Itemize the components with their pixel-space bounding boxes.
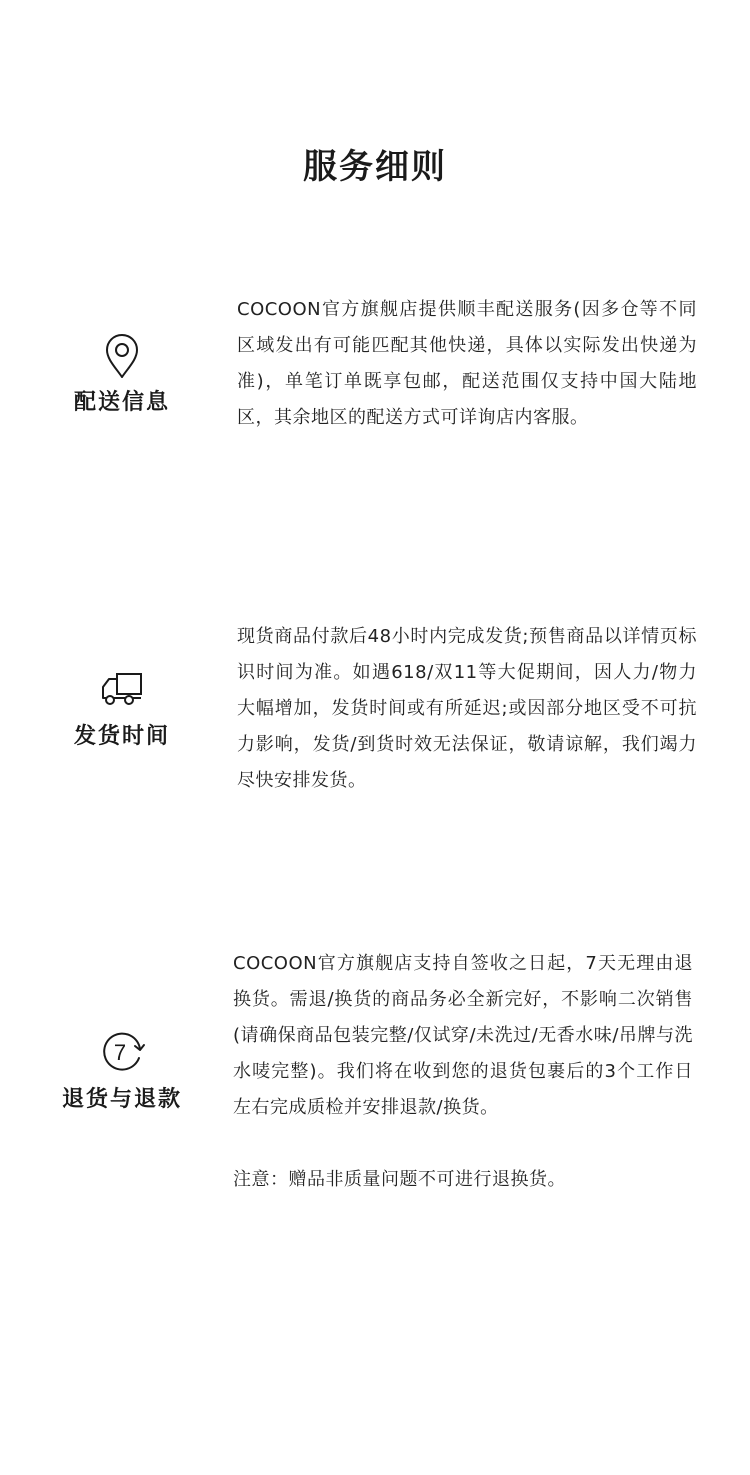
returns-label: 退货与退款 [61, 1087, 182, 1112]
delivery-info-header [52, 330, 192, 418]
delivery-info-text: COCOON官方旗舰店提供顺丰配送服务(因多仓等不同区域发出有可能匹配其他快递，具体以实际发出快递为准)，单笔订单既享包邮，配送范围仅支持中国大陆地区，其余地区的配送方式可详询店内客服。 [237, 299, 697, 428]
returns-note: 注意：赠品非质量问题不可进行退换货。 [233, 1169, 566, 1190]
shipping-time-label: 发货时间 [73, 724, 170, 749]
delivery-truck-icon [97, 664, 147, 714]
location-pin-icon [97, 330, 147, 380]
seven-day-return-icon [97, 1027, 147, 1077]
seven-day-number: 7 [113, 1040, 127, 1065]
returns-text-block [233, 946, 712, 1198]
shipping-time-text: 现货商品付款后48小时内完成发货;预售商品以详情页标识时间为准。如遇618/双11等大促期间，因人力/物力大幅增加，发货时间或有所延迟;或因部分地区受不可抗力影响，发货/到货时效无法保证，敬请谅解，我们竭力尽快安排发货。 [237, 626, 697, 791]
page-title: 服务细则 [303, 147, 447, 187]
returns-header [52, 1027, 192, 1115]
returns-text: COCOON官方旗舰店支持自签收之日起，7天无理由退换货。需退/换货的商品务必全新完好，不影响二次销售 (请确保商品包装完整/仅试穿/未洗过/无香水味/吊牌与洗水唛完整)。我们将在收到您的退货包裹后的3个工作日左右完成质检并安排退款/换货。 [233, 953, 712, 1118]
shipping-time-header [52, 664, 192, 752]
delivery-info-label: 配送信息 [73, 390, 170, 415]
